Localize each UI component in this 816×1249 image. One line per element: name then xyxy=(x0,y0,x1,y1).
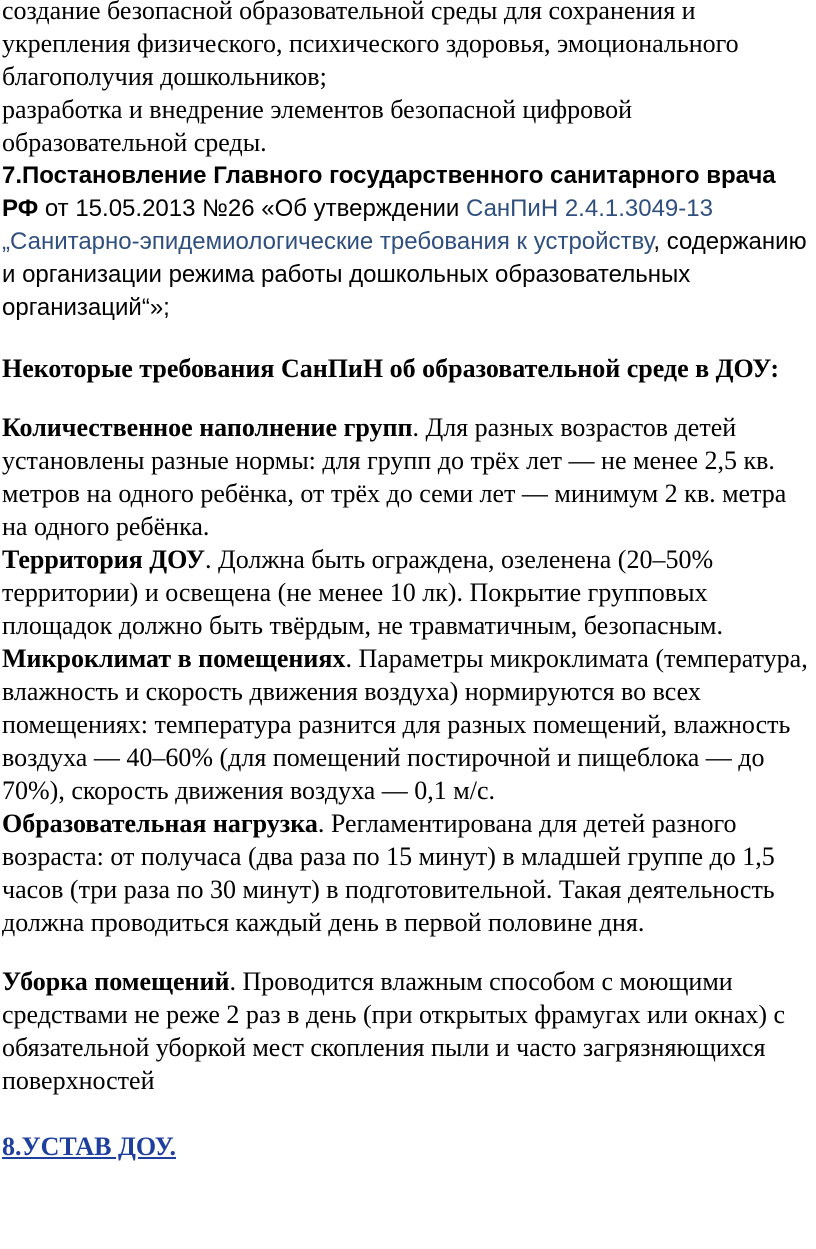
requirement-term: Территория ДОУ xyxy=(2,545,205,574)
requirement-term: Количественное наполнение групп xyxy=(2,413,413,442)
section-7-date: от 15.05.2013 №26 «Об утверждении xyxy=(38,195,466,222)
requirement-item xyxy=(2,807,808,939)
intro-block xyxy=(2,0,808,159)
sanpin-link[interactable]: СанПиН 2.4.1.3049-13 „Санитарно-эпидемиологические требования к устройству xyxy=(2,195,713,255)
requirement-text: . Проводится влажным способом с моющими средствами не реже 2 раз в день (при открытых фрамугах или окнах) с обязательной уборкой мест скопления пыли и часто загрязняющихся поверхностей xyxy=(2,967,786,1095)
intro-paragraph-1: создание безопасной образовательной среды для сохранения и укрепления физического, психического здоровья, эмоционального благополучия дошкольников; xyxy=(2,0,739,91)
section-7-paragraph xyxy=(2,159,808,324)
requirement-item xyxy=(2,642,808,807)
section-8-link[interactable]: 8.УСТАВ ДОУ. xyxy=(2,1132,177,1161)
intro-paragraph-2: разработка и внедрение элементов безопасной цифровой образовательной среды. xyxy=(2,95,633,157)
requirement-item xyxy=(2,543,808,642)
requirements-list xyxy=(2,411,808,1097)
section-7-tail: , содержанию и организации режима работы дошкольных образовательных xyxy=(2,228,807,288)
requirement-item xyxy=(2,965,808,1097)
requirement-text: . Для разных возрастов детей установлены разные нормы: для групп до трёх лет — не менее 2,5 кв. метров на одного ребёнка, от трёх до семи лет — минимум 2 кв. метра на одного ребёнка. xyxy=(2,413,787,541)
requirement-term: Образовательная нагрузка xyxy=(2,809,318,838)
requirements-heading: Некоторые требования СанПиН об образовательной среде в ДОУ: xyxy=(2,354,780,383)
requirement-text: . Регламентирована для детей разного возраста: от получаса (два раза по 15 минут) в младшей группе до 1,5 часов (три раза по 30 минут) в подготовительной. Такая деятельность должна проводиться каждый день в первой половине дня. xyxy=(2,809,775,937)
section-7-title: 7.Постановление Главного государственного санитарного врача РФ xyxy=(2,162,776,222)
requirement-item xyxy=(2,411,808,543)
section-7-tail-end: организаций“»; xyxy=(2,294,170,321)
requirement-term: Микроклимат в помещениях xyxy=(2,644,346,673)
requirement-text: . Параметры микроклимата (температура, влажность и скорость движения воздуха) нормируются во всех помещениях: температура разнится для разных помещений, влажность воздуха — 40–60% (для помещений постирочной и пищеблока — до 70%), скорость движения воздуха — 0,1 м/с. xyxy=(2,644,808,805)
requirement-text: . Должна быть ограждена, озеленена (20–50% территории) и освещена (не менее 10 лк). Покрытие групповых площадок должно быть твёрдым, не травматичным, безопасным. xyxy=(2,545,723,640)
requirement-term: Уборка помещений xyxy=(2,967,230,996)
